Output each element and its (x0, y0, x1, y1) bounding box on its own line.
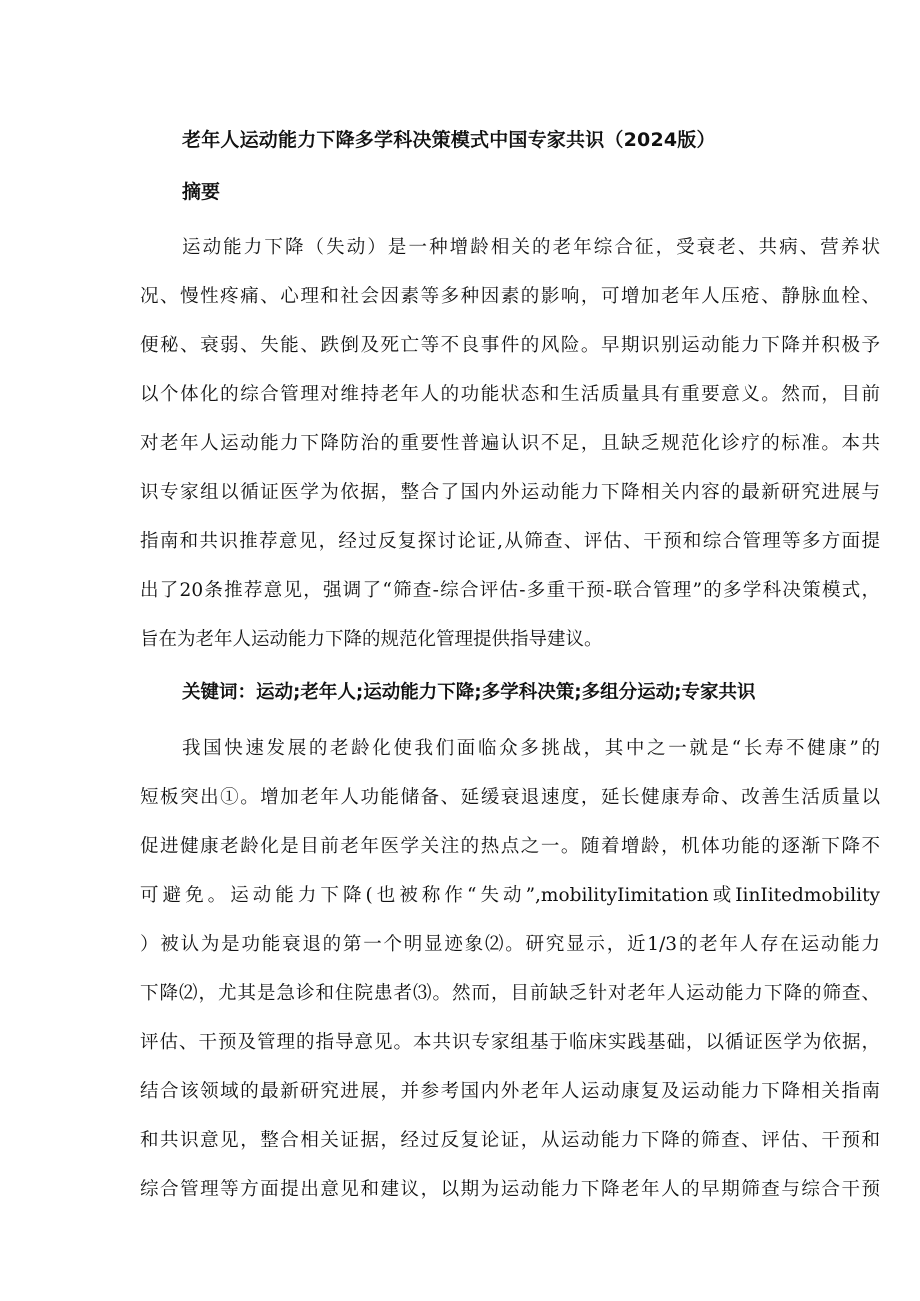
body-line: 短板突出①。增加老年人功能储备、延缓衰退速度，延长健康寿命、改善生活质量以 (140, 787, 880, 808)
abstract-line: 便秘、衰弱、失能、跌倒及死亡等不良事件的风险。早期识别运动能力下降并积极予 (140, 335, 880, 356)
body-line: 促进健康老龄化是目前老年医学关注的热点之一。随着增龄，机体功能的逐渐下降不 (140, 836, 880, 857)
body-line: 我国快速发展的老龄化使我们面临众多挑战，其中之一就是“长寿不健康”的 (182, 738, 880, 759)
abstract-line: 以个体化的综合管理对维持老年人的功能状态和生活质量具有重要意义。然而，目前 (140, 384, 880, 405)
abstract-heading: 摘要 (182, 181, 221, 203)
body-line: 结合该领域的最新研究进展，并参考国内外老年人运动康复及运动能力下降相关指南 (140, 1081, 880, 1102)
abstract-line: 对老年人运动能力下降防治的重要性普遍认识不足，且缺乏规范化诊疗的标准。本共 (140, 433, 880, 454)
body-line: 下降⑵，尤其是急诊和住院患者⑶。然而，目前缺乏针对老年人运动能力下降的筛查、 (140, 983, 880, 1004)
abstract-line: 旨在为老年人运动能力下降的规范化管理提供指导建议。 (140, 629, 603, 650)
body-line: 综合管理等方面提出意见和建议，以期为运动能力下降老年人的早期筛查与综合干预 (140, 1179, 880, 1200)
body-line: 和共识意见，整合相关证据，经过反复论证，从运动能力下降的筛查、评估、干预和 (140, 1130, 880, 1151)
body-line: ）被认为是功能衰退的第一个明显迹象⑵。研究显示，近1/3的老年人存在运动能力 (140, 934, 880, 955)
abstract-line: 识专家组以循证医学为依据，整合了国内外运动能力下降相关内容的最新研究进展与 (140, 482, 880, 503)
abstract-line: 况、慢性疼痛、心理和社会因素等多种因素的影响，可增加老年人压疮、静脉血栓、 (140, 286, 880, 307)
abstract-line: 出了20条推荐意见，强调了“筛查-综合评估-多重干预-联合管理”的多学科决策模式， (140, 580, 880, 601)
body-line: 评估、干预及管理的指导意见。本共识专家组基于临床实践基础，以循证医学为依据， (140, 1032, 880, 1053)
abstract-line: 指南和共识推荐意见，经过反复探讨论证,从筛查、评估、干预和综合管理等多方面提 (140, 531, 880, 552)
abstract-line: 运动能力下降（失动）是一种增龄相关的老年综合征，受衰老、共病、营养状 (182, 237, 880, 258)
body-line: 可避免。运动能力下降(也被称作“失动”,mobilityIimitation或IinIitedmobility (140, 885, 880, 906)
keywords-line: 关键词：运动;老年人;运动能力下降;多学科决策;多组分运动;专家共识 (182, 682, 756, 703)
document-title: 老年人运动能力下降多学科决策模式中国专家共识（2024版） (182, 129, 716, 151)
